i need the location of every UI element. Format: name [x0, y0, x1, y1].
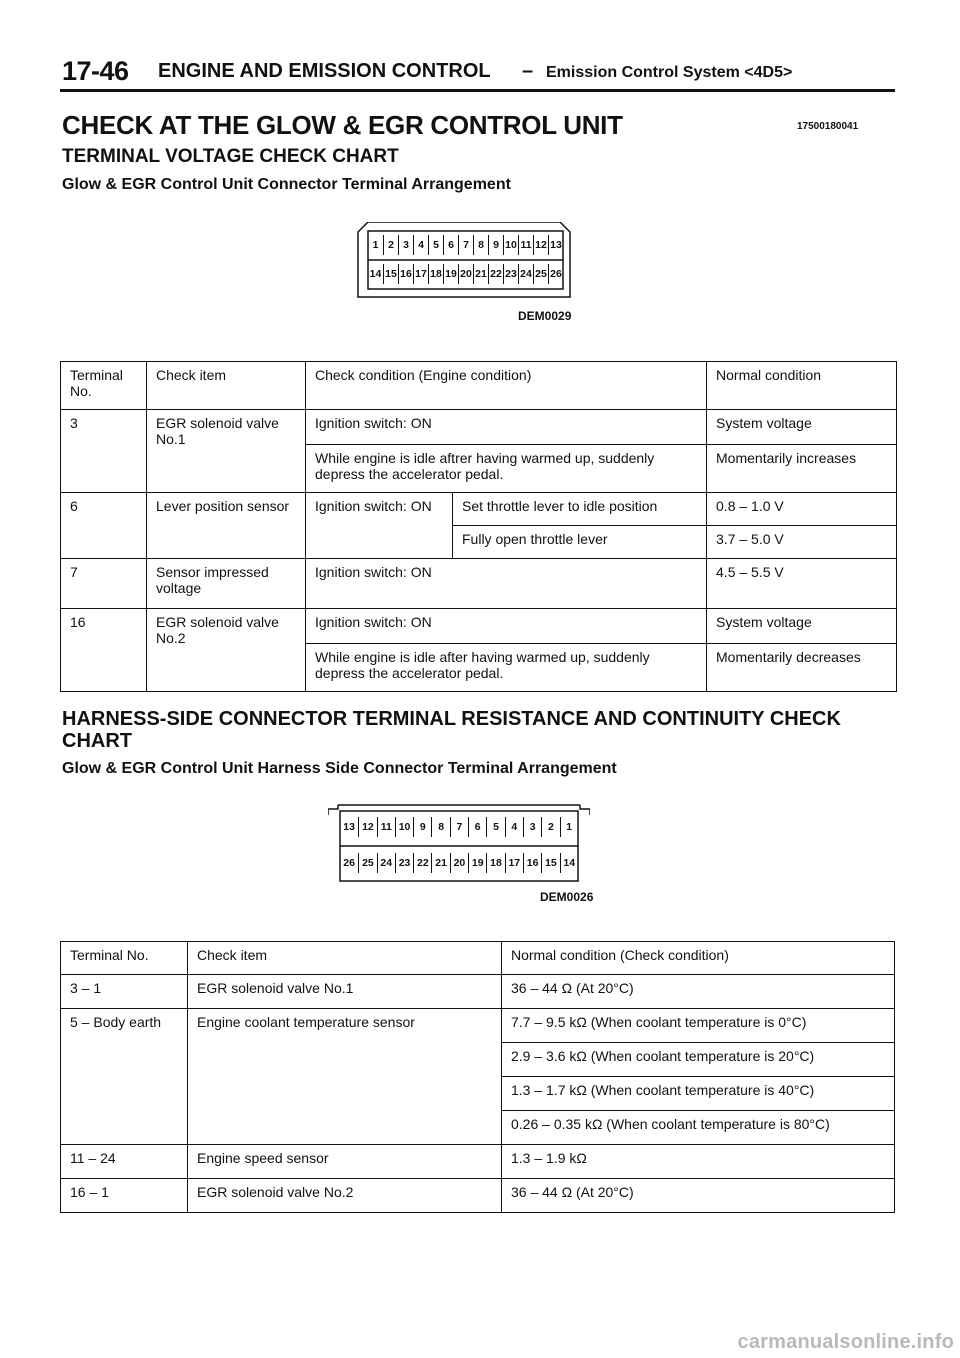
connector-pin: 14	[369, 268, 382, 280]
connector-pin: 1	[372, 239, 379, 251]
row6-terminal: 6	[61, 493, 147, 559]
connector-pin: 26	[548, 264, 563, 284]
row16-cond2: While engine is idle after having warmed up, suddenly depress the accelerator pedal.	[306, 644, 707, 692]
voltage-chart-title: TERMINAL VOLTAGE CHECK CHART	[62, 146, 399, 167]
reference-code: 17500180041	[797, 121, 859, 132]
header-check-item: Check item	[147, 362, 306, 410]
connector-pin: 20	[450, 853, 468, 873]
connector-pin: 2	[383, 235, 398, 255]
row3-normal1: System voltage	[707, 410, 897, 445]
connector-pin: 6	[468, 817, 486, 837]
connector-pin: 22	[413, 853, 431, 873]
row16-cond1: Ignition switch: ON	[306, 609, 707, 644]
row16-item: EGR solenoid valve No.2	[147, 609, 306, 692]
header-check-condition: Check condition (Engine condition)	[306, 362, 707, 410]
connector-pin: 21	[473, 264, 488, 284]
connector-pin: 11	[518, 235, 533, 255]
connector-pin: 24	[518, 264, 533, 284]
row7-cond: Ignition switch: ON	[306, 559, 707, 609]
connector-pin: 10	[395, 817, 413, 837]
section-title: ENGINE AND EMISSION CONTROL	[158, 60, 491, 82]
res-row-b-normal1: 7.7 – 9.5 kΩ (When coolant temperature is 0°C)	[502, 1009, 895, 1043]
connector-pin: 25	[533, 264, 548, 284]
connector-diagram-1	[356, 222, 572, 298]
row6-cond: Ignition switch: ON	[306, 493, 453, 559]
row6-normal2: 3.7 – 5.0 V	[707, 526, 897, 559]
header-normal-condition: Normal condition	[707, 362, 897, 410]
connector-pin: 15	[383, 264, 398, 284]
resistance-chart-title: HARNESS-SIDE CONNECTOR TERMINAL RESISTANCE AND CONTINUITY CHECK CHART	[62, 708, 841, 752]
row16-terminal: 16	[61, 609, 147, 692]
connector-2-bottom-pins	[340, 853, 578, 873]
connector-pin: 21	[431, 853, 449, 873]
connector-pin: 12	[358, 817, 376, 837]
connector-pin: 17	[413, 264, 428, 284]
connector-pin: 18	[428, 264, 443, 284]
row3-cond1: Ignition switch: ON	[306, 410, 707, 445]
row6-sub1: Set throttle lever to idle position	[453, 493, 707, 526]
row6-sub2: Fully open throttle lever	[453, 526, 707, 559]
res-row-c-item: Engine speed sensor	[188, 1145, 502, 1179]
connector-pin: 17	[505, 853, 523, 873]
res-row-a-terminal: 3 – 1	[61, 975, 188, 1009]
voltage-connector-subtitle: Glow & EGR Control Unit Connector Terminal Arrangement	[62, 176, 511, 193]
section-subtitle: Emission Control System <4D5>	[546, 64, 793, 81]
main-title: CHECK AT THE GLOW & EGR CONTROL UNIT	[62, 110, 623, 140]
res-row-d-item: EGR solenoid valve No.2	[188, 1179, 502, 1213]
res-row-d-terminal: 16 – 1	[61, 1179, 188, 1213]
row3-terminal: 3	[61, 410, 147, 493]
row16-normal2: Momentarily decreases	[707, 644, 897, 692]
res-row-a-item: EGR solenoid valve No.1	[188, 975, 502, 1009]
row16-normal1: System voltage	[707, 609, 897, 644]
row7-terminal: 7	[61, 559, 147, 609]
connector-pin: 18	[486, 853, 504, 873]
res-header-normal: Normal condition (Check condition)	[502, 942, 895, 975]
connector-pin: 16	[523, 853, 541, 873]
res-row-c-normal: 1.3 – 1.9 kΩ	[502, 1145, 895, 1179]
connector-pin: 13	[343, 821, 355, 833]
connector-pin: 13	[548, 235, 563, 255]
connector-pin: 10	[503, 235, 518, 255]
row6-normal1: 0.8 – 1.0 V	[707, 493, 897, 526]
connector-1-bottom-pins	[368, 264, 563, 284]
res-header-item: Check item	[188, 942, 502, 975]
res-header-terminal: Terminal No.	[61, 942, 188, 975]
header-rule	[60, 89, 895, 92]
connector-pin: 9	[488, 235, 503, 255]
section-dash: –	[522, 60, 534, 82]
res-row-b-normal4: 0.26 – 0.35 kΩ (When coolant temperature is 80°C)	[502, 1111, 895, 1145]
connector-pin: 9	[413, 817, 431, 837]
res-row-b-normal2: 2.9 – 3.6 kΩ (When coolant temperature is 20°C)	[502, 1043, 895, 1077]
connector-pin: 5	[428, 235, 443, 255]
res-row-b-item: Engine coolant temperature sensor	[188, 1009, 502, 1145]
res-row-d-normal: 36 – 44 Ω (At 20°C)	[502, 1179, 895, 1213]
connector-pin: 26	[343, 857, 355, 869]
connector-2-top-pins	[340, 817, 578, 837]
connector-pin: 4	[505, 817, 523, 837]
connector-pin: 1	[560, 817, 578, 837]
watermark: carmanualsonline.info	[737, 1331, 954, 1353]
header-terminal-no: Terminal No.	[61, 362, 147, 410]
res-row-c-terminal: 11 – 24	[61, 1145, 188, 1179]
figure-code-1: DEM0029	[518, 309, 572, 323]
connector-pin: 2	[541, 817, 559, 837]
terminal-voltage-table	[60, 361, 897, 692]
row7-normal: 4.5 – 5.5 V	[707, 559, 897, 609]
connector-pin: 20	[458, 264, 473, 284]
connector-pin: 19	[443, 264, 458, 284]
connector-pin: 3	[398, 235, 413, 255]
connector-pin: 12	[533, 235, 548, 255]
connector-pin: 11	[377, 817, 395, 837]
resistance-table	[60, 941, 895, 1213]
connector-pin: 8	[431, 817, 449, 837]
connector-pin: 5	[486, 817, 504, 837]
connector-pin: 25	[358, 853, 376, 873]
connector-pin: 23	[395, 853, 413, 873]
row3-normal2: Momentarily increases	[707, 445, 897, 493]
connector-pin: 15	[541, 853, 559, 873]
connector-pin: 14	[560, 853, 578, 873]
connector-pin: 8	[473, 235, 488, 255]
connector-diagram-2	[328, 803, 590, 883]
row6-item: Lever position sensor	[147, 493, 306, 559]
row3-item: EGR solenoid valve No.1	[147, 410, 306, 493]
page-number: 17-46	[62, 56, 129, 86]
resistance-connector-subtitle: Glow & EGR Control Unit Harness Side Connector Terminal Arrangement	[62, 760, 617, 777]
connector-pin: 7	[450, 817, 468, 837]
connector-pin: 4	[413, 235, 428, 255]
connector-pin: 3	[523, 817, 541, 837]
res-row-b-normal3: 1.3 – 1.7 kΩ (When coolant temperature is 40°C)	[502, 1077, 895, 1111]
row3-cond2: While engine is idle aftrer having warmed up, suddenly depress the accelerator pedal.	[306, 445, 707, 493]
connector-pin: 23	[503, 264, 518, 284]
row7-item: Sensor impressed voltage	[147, 559, 306, 609]
figure-code-2: DEM0026	[540, 890, 594, 904]
connector-pin: 16	[398, 264, 413, 284]
connector-pin: 19	[468, 853, 486, 873]
connector-1-top-pins	[368, 235, 563, 255]
res-row-a-normal: 36 – 44 Ω (At 20°C)	[502, 975, 895, 1009]
connector-pin: 7	[458, 235, 473, 255]
connector-pin: 24	[377, 853, 395, 873]
connector-outline-1	[356, 222, 572, 298]
connector-pin: 6	[443, 235, 458, 255]
res-row-b-terminal: 5 – Body earth	[61, 1009, 188, 1145]
connector-pin: 22	[488, 264, 503, 284]
